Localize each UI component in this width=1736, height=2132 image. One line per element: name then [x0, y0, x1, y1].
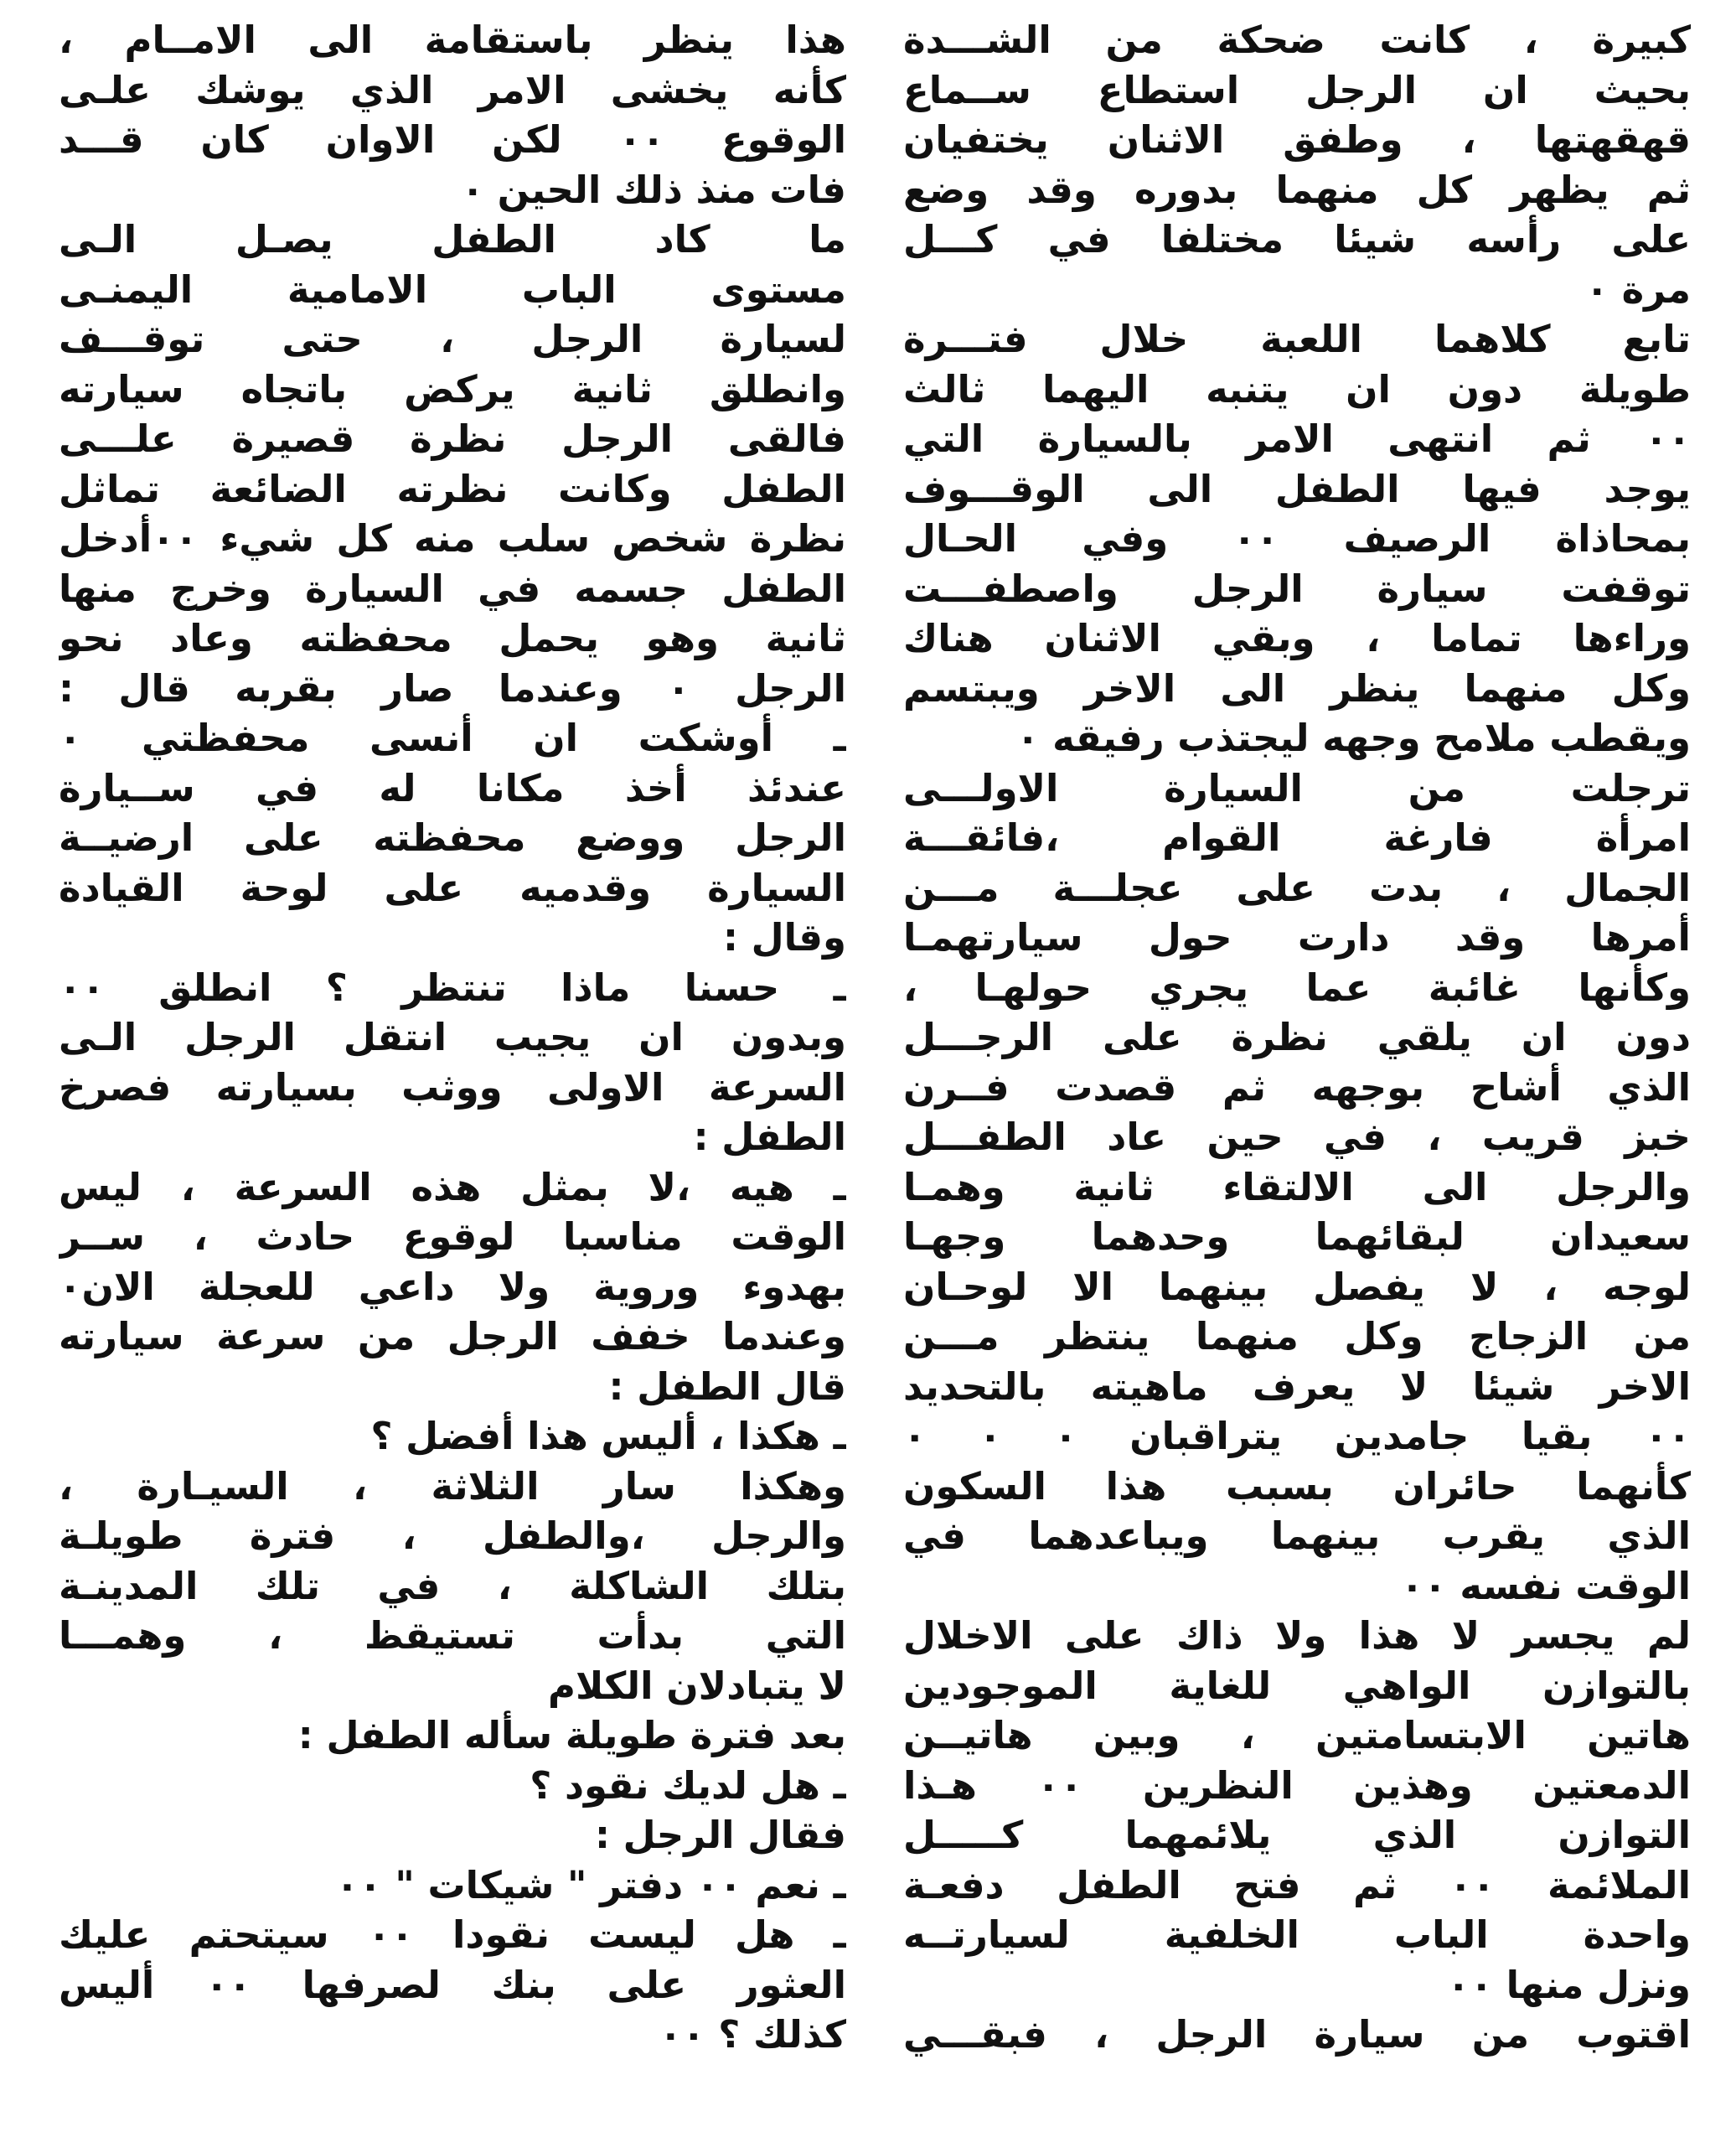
- text-line: الدمعتين وهذين النظرين ٠٠ هـذا: [903, 1762, 1691, 1808]
- text-line: ـ هل لديك نقود ؟: [530, 1762, 846, 1808]
- text-line: تابع كلاهما اللعبة خلال فتـــرة: [903, 317, 1691, 361]
- text-line: واحدة الباب الخلفية لسيارتــه: [903, 1912, 1691, 1957]
- text-line: والرجل الى الالتقاء ثانية وهمـا: [903, 1164, 1691, 1209]
- text-line: كذلك ؟ ٠٠: [659, 2012, 846, 2057]
- text-line: طويلة دون ان يتنبه اليهما ثالث: [903, 366, 1691, 411]
- text-line: الوقت نفسه ٠٠: [1400, 1563, 1691, 1608]
- text-line: العثور على بنك لصرفها ٠٠ أليس: [59, 1962, 846, 2007]
- text-line: الطفل جسمه في السيارة وخرج منها: [59, 566, 846, 611]
- text-line: وعندما خفف الرجل من سرعة سيارته: [59, 1314, 846, 1358]
- text-line: التوازن الذي يلائمهما كـــــل: [903, 1813, 1691, 1857]
- text-line: السيارة وقدميه على لوحة القيادة: [59, 865, 846, 910]
- text-line: الجمال ، بدت على عجلـــة مـــن: [903, 865, 1691, 910]
- text-line: لم يجسر لا هذا ولا ذاك على الاخلال: [903, 1613, 1691, 1658]
- text-line: عندئذ أخذ مكانا له في ســيارة: [59, 765, 846, 810]
- text-line: وانطلق ثانية يركض باتجاه سيارته: [59, 366, 846, 411]
- text-line: الذي أشاح بوجهه ثم قصدت فــرن: [903, 1064, 1691, 1110]
- text-line: توقفت سيارة الرجل واصطفـــت: [903, 566, 1691, 611]
- text-line: سعيدان لبقائهما وحدهما وجهـا: [903, 1214, 1691, 1259]
- text-line: بمحاذاة الرصيف ٠٠ وفي الحـال: [903, 516, 1691, 561]
- text-line: مرة ٠: [1585, 266, 1691, 312]
- text-line: الوقت مناسبا لوقوع حادث ، ســر: [59, 1214, 846, 1259]
- text-line: بهدوء وروية ولا داعي للعجلة الان٠: [59, 1264, 846, 1309]
- text-line: الطفل وكانت نظرته الضائعة تماثل: [59, 466, 846, 511]
- text-line: بتلك الشاكلة ، في تلك المدينـة: [59, 1563, 846, 1608]
- text-line: فات منذ ذلك الحين ٠: [461, 167, 846, 212]
- text-line: ـ هل ليست نقودا ٠٠ سيتحتم عليك: [59, 1912, 846, 1957]
- text-line: على رأسه شيئا مختلفا في كـــل: [903, 217, 1691, 261]
- text-line: كبيرة ، كانت ضحكة من الشـــدة: [903, 18, 1691, 62]
- text-line: لوجه ، لا يفصل بينهما الا لوحـان: [903, 1264, 1691, 1309]
- text-line: هذا ينظر باستقامة الى الامــام ،: [59, 18, 846, 62]
- text-line: قهقهتها ، وطفق الاثنان يختفيان: [903, 117, 1691, 162]
- text-line: وكل منهما ينظر الى الاخر ويبتسم: [903, 665, 1691, 711]
- text-line: أمرها وقد دارت حول سيارتهمـا: [903, 915, 1691, 960]
- text-line: ـ هيه ،لا بمثل هذه السرعة ، ليس: [59, 1164, 846, 1209]
- text-line: الرجل ووضع محفظته على ارضيــة: [59, 815, 846, 860]
- text-line: بالتوازن الواهي للغاية الموجودين: [903, 1663, 1691, 1708]
- text-line: لا يتبادلان الكلام: [547, 1663, 846, 1708]
- text-column-right: [903, 15, 1691, 2060]
- text-line: الرجل ٠ وعندما صار بقربه قال :: [59, 665, 846, 711]
- text-line: لسيارة الرجل ، حتى توقـــف: [59, 317, 846, 361]
- text-line: دون ان يلقي نظرة على الرجـــل: [903, 1015, 1691, 1059]
- text-line: ٠٠ بقيا جامدين يتراقبان ٠ ٠ ٠: [903, 1414, 1691, 1458]
- text-line: هاتين الابتسامتين ، وبين هاتيــن: [903, 1713, 1691, 1757]
- text-line: السرعة الاولى ووثب بسيارته فصرخ: [59, 1064, 846, 1110]
- text-line: امرأة فارغة القوام ،فائقـــة: [903, 815, 1691, 860]
- text-line: فقال الرجل :: [594, 1813, 846, 1857]
- text-line: الذي يقرب بينهما ويباعدهما في: [903, 1514, 1691, 1558]
- text-line: وهكذا سار الثلاثة ، السيـارة ،: [59, 1463, 846, 1508]
- text-line: والرجل ،والطفل ، فترة طويلـة: [59, 1514, 846, 1558]
- text-line: وبدون ان يجيب انتقل الرجل الـى: [59, 1015, 846, 1059]
- text-line: خبز قريب ، في حين عاد الطفـــل: [903, 1115, 1691, 1159]
- text-line: ما كاد الطفل يصـل الـى: [59, 217, 846, 261]
- text-line: كأنهما حائران بسبب هذا السكون: [903, 1463, 1691, 1508]
- text-line: ـ أوشكت ان أنسى محفظتي ٠: [59, 716, 846, 760]
- text-line: فالقى الرجل نظرة قصيرة علـــى: [59, 417, 846, 461]
- text-line: ثانية وهو يحمل محفظته وعاد نحو: [59, 616, 846, 660]
- text-line: ونزل منها ٠٠: [1446, 1962, 1691, 2007]
- text-line: كأنه يخشى الامر الذي يوشك علـى: [59, 67, 846, 112]
- text-line: وراءها تماما ، وبقي الاثنان هناك: [903, 616, 1691, 660]
- text-line: ـ حسنا ماذا تنتظر ؟ انطلق ٠٠: [59, 965, 846, 1010]
- text-line: الطفل :: [693, 1115, 846, 1159]
- text-line: وقال :: [722, 915, 846, 960]
- text-line: ويقطب ملامح وجهه ليجتذب رفيقه ٠: [1016, 716, 1691, 760]
- text-line: ٠٠ ثم انتهى الامر بالسيارة التي: [903, 417, 1691, 461]
- text-line: ـ نعم ٠٠ دفتر " شيكات " ٠٠: [335, 1862, 846, 1907]
- text-line: ترجلت من السيارة الاولـــى: [903, 765, 1691, 810]
- text-line: ـ هكذا ، أليس هذا أفضل ؟: [370, 1414, 846, 1458]
- text-line: بعد فترة طويلة سأله الطفل :: [297, 1713, 846, 1757]
- text-column-left: [59, 15, 846, 2060]
- text-line: وكأنها غائبة عما يجري حولهـا ،: [903, 965, 1691, 1010]
- text-line: بحيث ان الرجل استطاع ســماع: [903, 67, 1691, 112]
- text-line: يوجد فيها الطفل الى الوقـــوف: [903, 466, 1691, 511]
- text-line: الملائمة ٠٠ ثم فتح الطفل دفعـة: [903, 1862, 1691, 1907]
- text-line: قال الطفل :: [608, 1364, 846, 1409]
- text-line: الاخر شيئا لا يعرف ماهيته بالتحديد: [903, 1364, 1691, 1409]
- text-line: الوقوع ٠٠ لكن الاوان كان قـــد: [59, 117, 846, 162]
- text-line: نظرة شخص سلب منه كل شيء ٠٠أدخل: [59, 516, 846, 561]
- text-line: مستوى الباب الامامية اليمنـى: [59, 266, 846, 312]
- text-line: التي بدأت تستيقظ ، وهمـــا: [59, 1613, 846, 1658]
- text-line: اقتوب من سيارة الرجل ، فبقـــي: [903, 2012, 1691, 2057]
- text-line: ثم يظهر كل منهما بدوره وقد وضع: [903, 167, 1691, 212]
- text-line: من الزجاج وكل منهما ينتظر مـــن: [903, 1314, 1691, 1358]
